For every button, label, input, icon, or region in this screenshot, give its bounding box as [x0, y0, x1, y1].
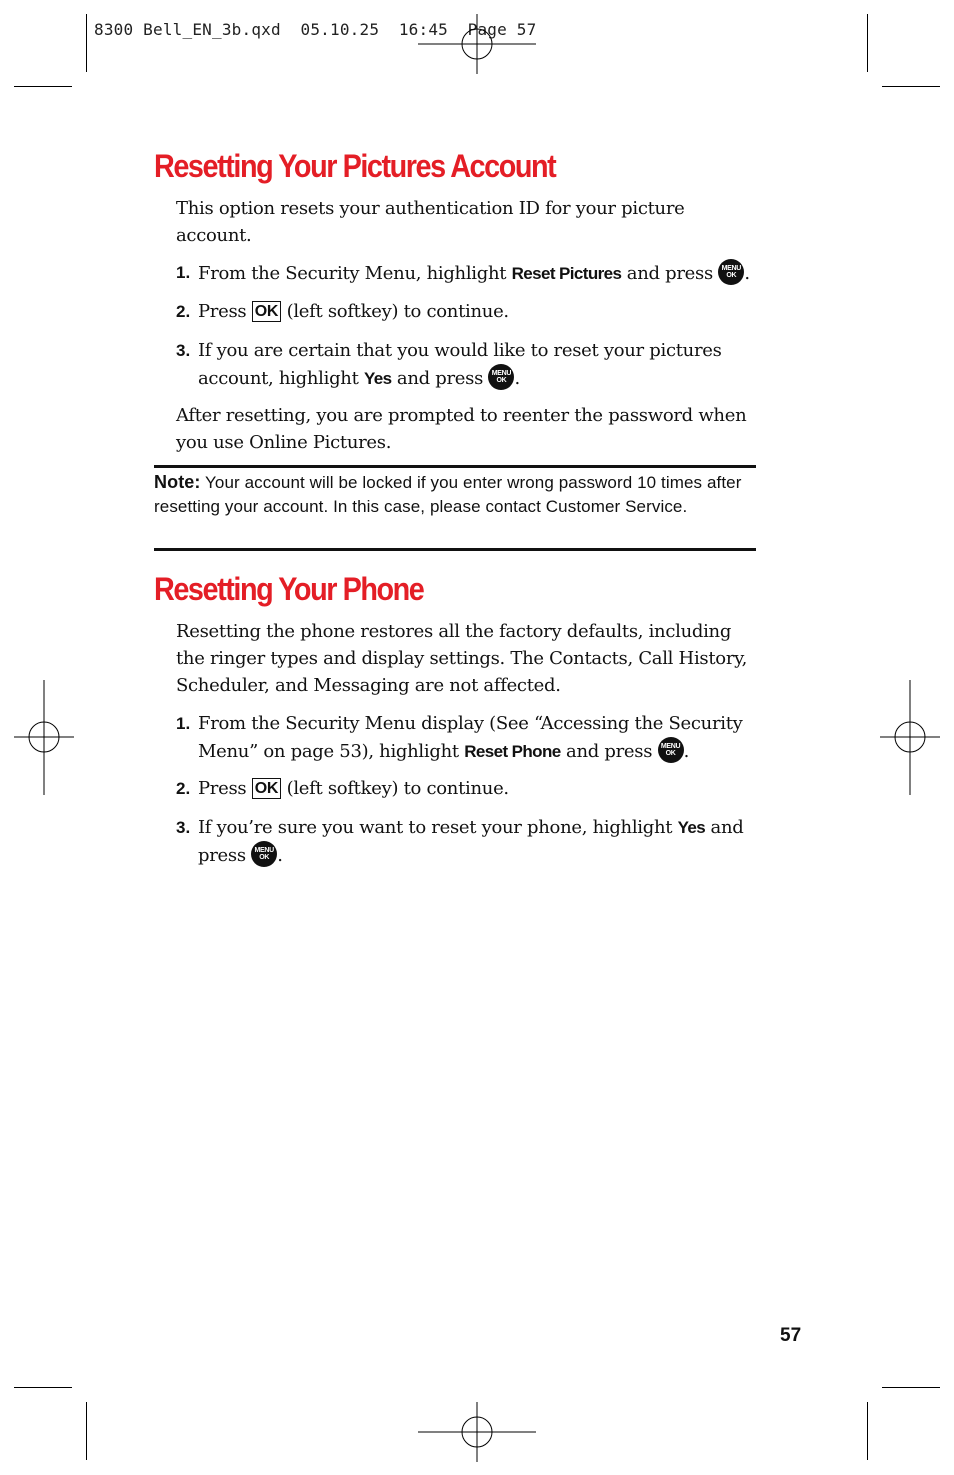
step-number: 3. — [176, 341, 191, 360]
step-number: 2. — [176, 779, 191, 798]
step-text: Press OK (left softkey) to continue. — [198, 301, 509, 322]
crop-mark — [867, 1402, 868, 1460]
intro-paragraph: This option resets your authentication ID for your picture account. — [176, 198, 685, 246]
registration-mark-icon — [14, 680, 74, 795]
step-number: 1. — [176, 714, 191, 733]
intro-paragraph: Resetting the phone restores all the factory defaults, including the ringer types and display settings. The Contacts, Call History, Scheduler, and Messaging are not affected. — [176, 621, 748, 696]
menu-ok-key-icon: MENU OK — [251, 841, 277, 867]
print-slug: 8300 Bell_EN_3b.qxd 05.10.25 16:45 Page 57 — [94, 20, 537, 39]
step-number: 3. — [176, 818, 191, 837]
ok-softkey-icon: OK — [252, 301, 281, 322]
registration-mark-icon — [418, 1402, 536, 1462]
menu-item-keyword: Yes — [677, 818, 706, 837]
registration-mark-icon — [418, 14, 536, 74]
page-number: 57 — [780, 1325, 802, 1346]
crop-mark — [14, 86, 72, 87]
menu-item-keyword: Reset Phone — [464, 742, 561, 761]
step-number: 2. — [176, 302, 191, 321]
crop-mark — [86, 1402, 87, 1460]
menu-ok-key-icon: MENU OK — [718, 259, 744, 285]
step-text: From the Security Menu, highlight Reset Pictures and press MENU OK . — [198, 259, 763, 287]
step-text: If you are certain that you would like to reset your pictures account, highlight Yes and press MENU OK . — [198, 340, 722, 389]
note-text: Your account will be locked if you enter wrong password 10 times after resetting your account. In this case, please contact Customer Service. — [154, 473, 742, 516]
note-bottom-rule — [154, 548, 756, 551]
section-heading-pictures-account: Resetting Your Pictures Account — [154, 148, 556, 184]
step-text: If you’re sure you want to reset your phone, highlight Yes and press MENU OK . — [198, 817, 744, 866]
crop-mark — [867, 14, 868, 72]
registration-mark-icon — [880, 680, 940, 795]
crop-mark — [86, 14, 87, 72]
ok-softkey-icon: OK — [252, 778, 281, 799]
after-reset-paragraph: After resetting, you are prompted to reenter the password when you use Online Pictures. — [176, 405, 747, 453]
crop-mark — [882, 1387, 940, 1388]
section-heading-reset-phone: Resetting Your Phone — [154, 571, 424, 607]
crop-mark — [882, 86, 940, 87]
menu-item-keyword: Reset Pictures — [511, 264, 622, 283]
step-text: From the Security Menu display (See “Accessing the Security Menu” on page 53), highlight Reset Phone and press MENU OK . — [198, 713, 743, 762]
crop-mark — [14, 1387, 72, 1388]
menu-item-keyword: Yes — [363, 369, 392, 388]
note-top-rule — [154, 465, 756, 468]
note-label: Note: — [154, 472, 201, 492]
step-number: 1. — [176, 263, 191, 282]
step-text: Press OK (left softkey) to continue. — [198, 778, 509, 799]
note-block — [154, 470, 759, 519]
menu-ok-key-icon: MENU OK — [658, 737, 684, 763]
menu-ok-key-icon: MENU OK — [488, 364, 514, 390]
